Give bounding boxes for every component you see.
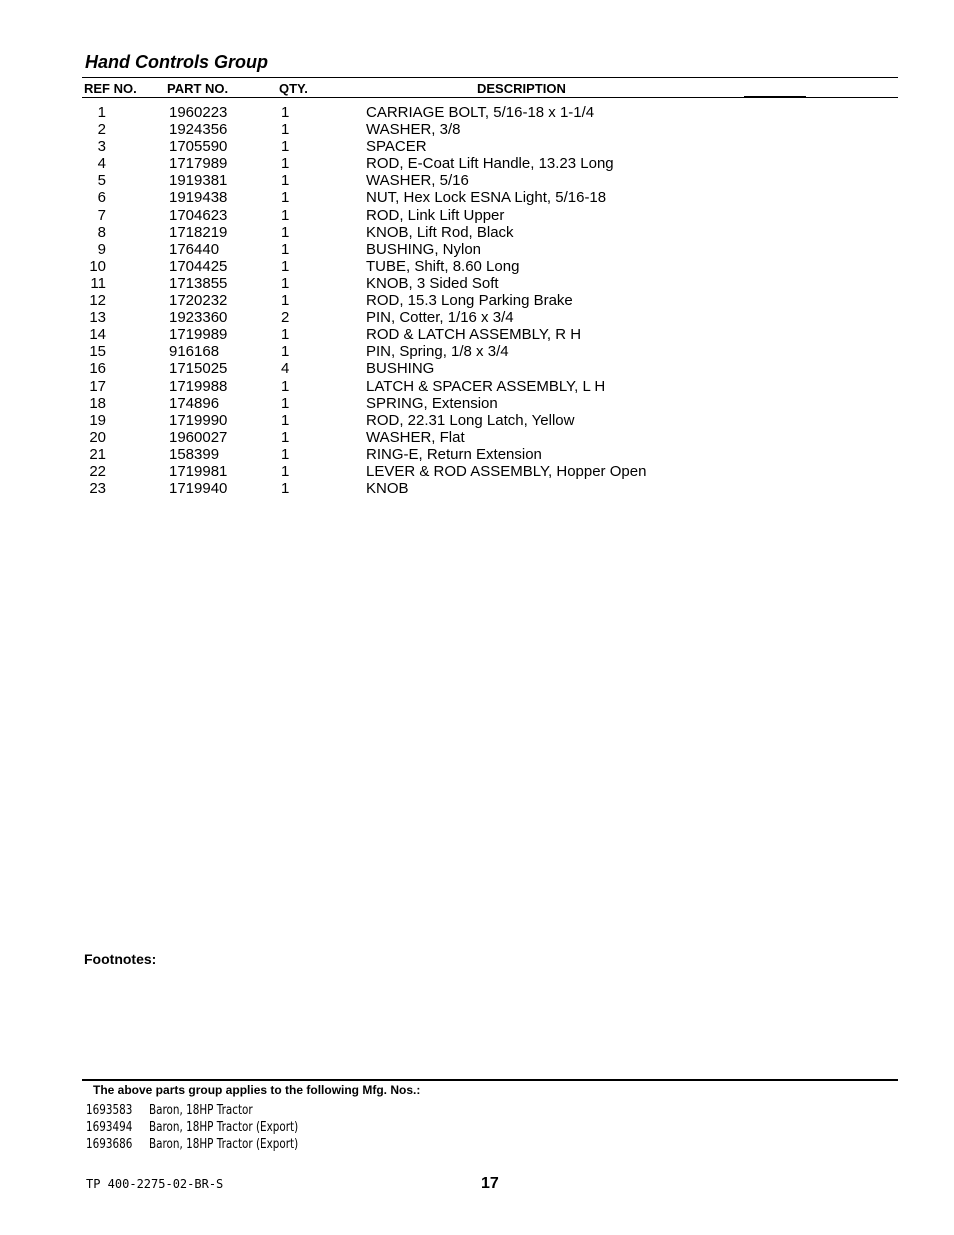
mfg-description: Baron, 18HP Tractor (Export) — [149, 1120, 299, 1135]
header-qty: QTY. — [279, 81, 308, 96]
mfg-description: Baron, 18HP Tractor — [149, 1103, 253, 1118]
ref-no-cell: 17 — [89, 377, 106, 395]
ref-no-cell: 2 — [97, 121, 106, 139]
ref-no-cell: 3 — [97, 138, 106, 156]
table-row — [0, 224, 954, 241]
footnotes-label: Footnotes: — [84, 951, 157, 967]
part-no-cell: 1720232 — [169, 292, 228, 310]
description-cell: ROD & LATCH ASSEMBLY, R H — [366, 326, 582, 344]
description-cell: WASHER, 5/16 — [366, 172, 469, 190]
mfg-number: 1693686 — [86, 1137, 133, 1152]
qty-cell: 1 — [281, 172, 290, 190]
ref-no-cell: 12 — [89, 292, 106, 310]
ref-no-cell: 7 — [97, 206, 106, 224]
table-row — [0, 155, 954, 172]
table-row — [0, 207, 954, 224]
mfg-description: Baron, 18HP Tractor (Export) — [149, 1137, 299, 1152]
qty-cell: 1 — [281, 138, 290, 156]
description-cell: NUT, Hex Lock ESNA Light, 5/16-18 — [366, 189, 607, 207]
ref-no-cell: 23 — [89, 480, 106, 498]
table-row — [0, 309, 954, 326]
table-row — [0, 104, 954, 121]
description-cell: PIN, Cotter, 1/16 x 3/4 — [366, 309, 514, 327]
ref-no-cell: 19 — [89, 411, 106, 429]
page-title: Hand Controls Group — [85, 52, 268, 72]
applies-to-text: The above parts group applies to the following Mfg. Nos.: — [93, 1083, 421, 1097]
qty-cell: 1 — [281, 480, 290, 498]
description-cell: KNOB — [366, 480, 409, 498]
part-no-cell: 1924356 — [169, 121, 228, 139]
ref-no-cell: 21 — [89, 445, 106, 463]
ref-no-cell: 13 — [89, 309, 106, 327]
header-ref-no: REF NO. — [84, 81, 137, 96]
part-no-cell: 1719989 — [169, 326, 228, 344]
part-no-cell: 1717989 — [169, 155, 228, 173]
description-cell: CARRIAGE BOLT, 5/16-18 x 1-1/4 — [366, 104, 595, 121]
table-row — [0, 121, 954, 138]
ref-no-cell: 18 — [89, 394, 106, 412]
mfg-number: 1693583 — [86, 1103, 133, 1118]
ref-no-cell: 5 — [97, 172, 106, 190]
description-cell: PIN, Spring, 1/8 x 3/4 — [366, 343, 509, 361]
table-row — [0, 480, 954, 497]
part-no-cell: 1704425 — [169, 257, 228, 275]
ref-no-cell: 16 — [89, 360, 106, 378]
qty-cell: 1 — [281, 223, 290, 241]
part-no-cell: 1719990 — [169, 411, 228, 429]
ref-no-cell: 4 — [97, 155, 106, 173]
description-cell: RING-E, Return Extension — [366, 445, 542, 463]
qty-cell: 1 — [281, 257, 290, 275]
ref-no-cell: 6 — [97, 189, 106, 207]
ref-no-cell: 11 — [90, 274, 106, 292]
ref-no-cell: 22 — [89, 462, 106, 480]
qty-cell: 4 — [281, 360, 290, 378]
description-cell: WASHER, Flat — [366, 428, 465, 446]
ref-no-cell: 14 — [89, 326, 106, 344]
qty-cell: 1 — [281, 394, 290, 412]
header-description: DESCRIPTION — [477, 81, 566, 96]
description-cell: WASHER, 3/8 — [366, 121, 461, 139]
qty-cell: 1 — [281, 155, 290, 173]
qty-cell: 1 — [281, 104, 290, 121]
table-row — [0, 412, 954, 429]
qty-cell: 1 — [281, 121, 290, 139]
mfg-number: 1693494 — [86, 1120, 133, 1135]
table-row — [0, 378, 954, 395]
table-row — [0, 326, 954, 343]
part-no-cell: 1718219 — [169, 223, 228, 241]
table-row — [0, 241, 954, 258]
document-id: TP 400-2275-02-BR-S — [86, 1177, 224, 1191]
qty-cell: 1 — [281, 326, 290, 344]
qty-cell: 1 — [281, 292, 290, 310]
part-no-cell: 916168 — [169, 343, 220, 361]
description-cell: ROD, Link Lift Upper — [366, 206, 505, 224]
qty-cell: 1 — [281, 411, 290, 429]
parts-table — [0, 104, 954, 497]
ref-no-cell: 20 — [89, 428, 106, 446]
part-no-cell: 1923360 — [169, 309, 228, 327]
header-part-no: PART NO. — [167, 81, 229, 96]
qty-cell: 1 — [281, 240, 290, 258]
top-rule — [82, 77, 898, 78]
ref-no-cell: 15 — [89, 343, 106, 361]
table-row — [0, 463, 954, 480]
part-no-cell: 1919381 — [169, 172, 228, 190]
qty-cell: 1 — [281, 462, 290, 480]
table-row — [0, 292, 954, 309]
table-row — [0, 360, 954, 377]
qty-cell: 1 — [281, 206, 290, 224]
part-no-cell: 158399 — [169, 445, 220, 463]
page-number: 17 — [481, 1175, 499, 1192]
part-no-cell: 176440 — [169, 240, 220, 258]
description-cell: SPRING, Extension — [366, 394, 498, 412]
part-no-cell: 1719940 — [169, 480, 228, 498]
description-cell: ROD, E-Coat Lift Handle, 13.23 Long — [366, 155, 614, 173]
description-cell: ROD, 22.31 Long Latch, Yellow — [366, 411, 575, 429]
table-row — [0, 172, 954, 189]
table-row — [0, 446, 954, 463]
qty-cell: 1 — [281, 377, 290, 395]
ref-no-cell: 9 — [97, 240, 106, 258]
part-no-cell: 1960027 — [169, 428, 228, 446]
description-cell: LATCH & SPACER ASSEMBLY, L H — [366, 377, 606, 395]
table-row — [0, 395, 954, 412]
part-no-cell: 174896 — [169, 394, 220, 412]
qty-cell: 1 — [281, 445, 290, 463]
qty-cell: 1 — [281, 189, 290, 207]
part-no-cell: 1713855 — [169, 274, 228, 292]
ref-no-cell: 8 — [97, 223, 106, 241]
bottom-rule — [82, 1079, 898, 1081]
qty-cell: 1 — [281, 274, 290, 292]
description-cell: BUSHING, Nylon — [366, 240, 482, 258]
part-no-cell: 1705590 — [169, 138, 228, 156]
description-cell: BUSHING — [366, 360, 435, 378]
description-cell: KNOB, 3 Sided Soft — [366, 274, 499, 292]
ref-no-cell: 10 — [89, 257, 106, 275]
table-row — [0, 429, 954, 446]
table-row — [0, 343, 954, 360]
description-cell: TUBE, Shift, 8.60 Long — [366, 257, 520, 275]
table-row — [0, 189, 954, 206]
part-no-cell: 1719988 — [169, 377, 228, 395]
qty-cell: 1 — [281, 343, 290, 361]
table-row — [0, 138, 954, 155]
part-no-cell: 1719981 — [169, 462, 228, 480]
part-no-cell: 1704623 — [169, 206, 228, 224]
table-row — [0, 275, 954, 292]
description-cell: LEVER & ROD ASSEMBLY, Hopper Open — [366, 462, 647, 480]
part-no-cell: 1715025 — [169, 360, 228, 378]
description-cell: SPACER — [366, 138, 427, 156]
ref-no-cell: 1 — [97, 104, 106, 121]
qty-cell: 2 — [281, 309, 290, 327]
header-rule-accent — [744, 96, 806, 98]
description-cell: ROD, 15.3 Long Parking Brake — [366, 292, 573, 310]
qty-cell: 1 — [281, 428, 290, 446]
part-no-cell: 1960223 — [169, 104, 228, 121]
part-no-cell: 1919438 — [169, 189, 228, 207]
table-row — [0, 258, 954, 275]
description-cell: KNOB, Lift Rod, Black — [366, 223, 514, 241]
